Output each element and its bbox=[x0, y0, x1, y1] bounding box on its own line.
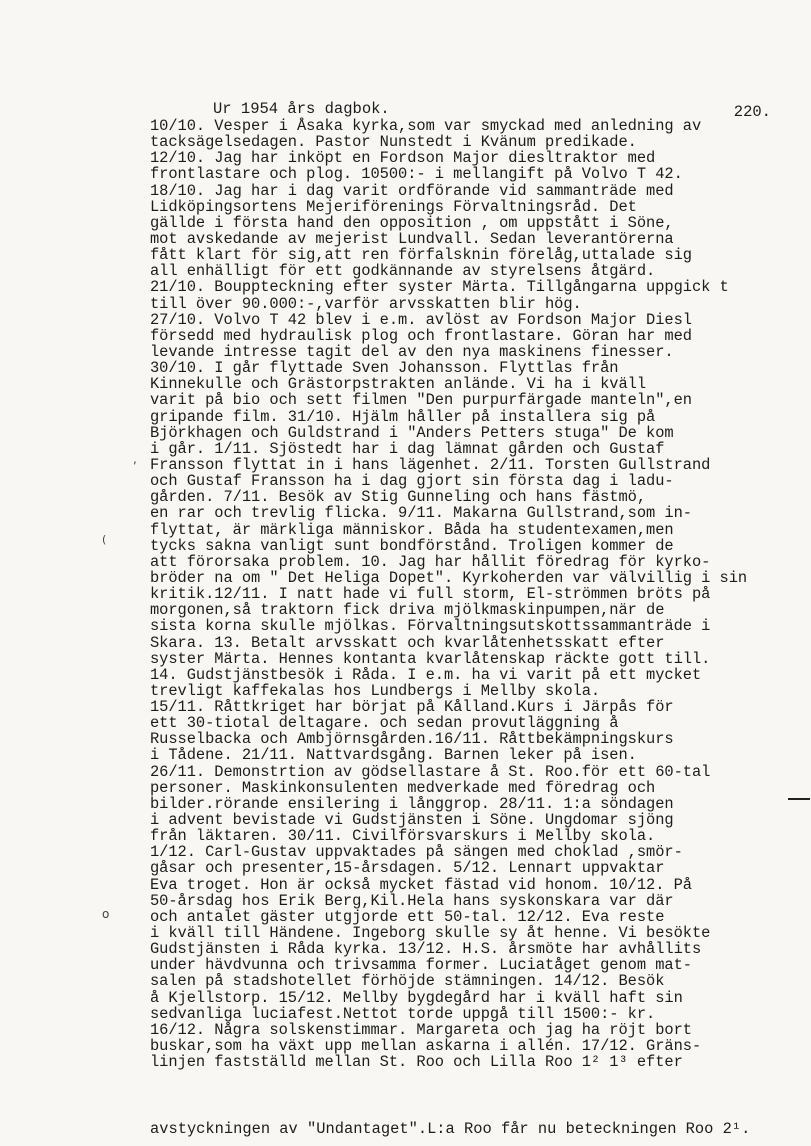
diary-line: att förorsaka problem. 10. Jag har hållit föredrag för kyrko- bbox=[150, 552, 711, 571]
diary-line: kritik.12/11. I natt hade vi full storm, El-strömmen bröts på bbox=[150, 585, 711, 604]
diary-line: mot avskedande av mejerist Lundvall. Sedan leverantörerna bbox=[150, 229, 674, 248]
diary-line: levande intresse tagit del av den nya maskinens finesser. bbox=[150, 342, 674, 361]
diary-line: sedvanliga luciafest.Nettot torde uppgå till 1500:- kr. bbox=[150, 1004, 656, 1023]
diary-line: i advent bevistade vi Gudstjänsten i Söne. Ungdomar sjöng bbox=[150, 811, 674, 830]
diary-line: gällde i första hand den opposition , om uppstått i Söne, bbox=[150, 213, 674, 232]
diary-line: Gudstjänsten i Råda kyrka. 13/12. H.S. årsmöte har avhållits bbox=[150, 940, 702, 959]
diary-line: 16/12. Några solskenstimmar. Margareta och jag ha röjt bort bbox=[150, 1020, 692, 1039]
diary-line: 18/10. Jag har i dag varit ordförande vid sammanträde med bbox=[150, 181, 674, 200]
diary-line: 26/11. Demonstrtion av gödsellastare å St. Roo.för ett 60-tal bbox=[150, 762, 711, 781]
diary-line: 10/10. Vesper i Åsaka kyrka,som var smyckad med anledning av bbox=[150, 117, 702, 135]
margin-dash bbox=[788, 798, 810, 800]
diary-line: från läktaren. 30/11. Civilförsvarskurs i Mellby skola. bbox=[150, 827, 656, 846]
diary-line: till över 90.000:-,varför arvsskatten blir hög. bbox=[150, 294, 582, 313]
diary-line: bröder na om " Det Heliga Dopet". Kyrkoherden var välvillig i sin bbox=[150, 568, 748, 587]
diary-line: försedd med hydraulisk plog och frontlastare. Göran har med bbox=[150, 326, 692, 345]
diary-line: gripande film. 31/10. Hjälm håller på installera sig på bbox=[150, 407, 656, 426]
diary-line: ett 30-tiotal deltagare. och sedan provutläggning å bbox=[150, 714, 619, 733]
diary-line: Skara. 13. Betalt arvsskatt och kvarlåtenhetsskatt efter bbox=[150, 633, 665, 652]
diary-line: och Gustaf Fransson ha i dag gjort sin första dag i ladu- bbox=[150, 472, 674, 491]
diary-line: fått klart för sig,att ren förfalsknin förelåg,uttalade sig bbox=[150, 246, 692, 265]
diary-line: personer. Maskinkonsulenten medverkade med föredrag och bbox=[150, 778, 656, 797]
diary-line: 50-årsdag hos Erik Berg,Kil.Hela hans syskonskara var där bbox=[150, 891, 674, 910]
diary-line: morgonen,så traktorn fick driva mjölkmaskinpumpen,när de bbox=[150, 601, 665, 620]
diary-line: Kinnekulle och Grästorpstrakten anlände. Vi ha i kväll bbox=[150, 375, 647, 394]
diary-line: flyttat, är märkliga människor. Båda ha studentexamen,men bbox=[150, 520, 674, 539]
diary-line: 14. Gudstjänstbesök i Råda. I e.m. ha vi varit på ett mycket bbox=[150, 665, 702, 684]
diary-line: 21/10. Bouppteckning efter syster Märta. Tillgångarna uppgick t bbox=[150, 278, 729, 297]
diary-line: sista korna skulle mjölkas. Förvaltningsutskottssammanträde i bbox=[150, 617, 711, 636]
margin-mark: ( bbox=[102, 533, 107, 546]
diary-line: under hävdvunna och trivsamma former. Luciatåget genom mat- bbox=[150, 956, 692, 975]
diary-line: 1/12. Carl-Gustav uppvaktades på sängen med choklad ,smör- bbox=[150, 843, 683, 862]
diary-line: 30/10. I går flyttade Sven Johansson. Flyttlas från bbox=[150, 359, 619, 378]
diary-line: i kväll till Händene. Ingeborg skulle sy åt henne. Vi besökte bbox=[150, 924, 711, 943]
margin-mark: o bbox=[102, 907, 110, 921]
diary-line: 12/10. Jag har inköpt en Fordson Major diesltraktor med bbox=[150, 149, 656, 168]
diary-line: all enhälligt för ett godkännande av styrelsens åtgärd. bbox=[150, 262, 656, 281]
diary-line: buskar,som ha växt upp mellan askarna i allén. 17/12. Gräns- bbox=[150, 1037, 702, 1056]
diary-line: syster Märta. Hennes kontanta kvarlåtenskap räckte gott till. bbox=[150, 649, 711, 668]
diary-line: en rar och trevlig flicka. 9/11. Makarna Gullstrand,som in- bbox=[150, 504, 692, 523]
diary-line: Russelbacka och Ambjörnsgården.16/11. Råttbekämpningskurs bbox=[150, 730, 674, 749]
diary-line: i Tådene. 21/11. Nattvardsgång. Barnen leker på isen. bbox=[150, 746, 637, 765]
diary-line: i går. 1/11. Sjöstedt har i dag lämnat gården och Gustaf bbox=[150, 439, 665, 458]
diary-text bbox=[150, 118, 800, 1070]
diary-line: Lidköpingsortens Mejeriförenings Förvaltningsråd. Det bbox=[150, 197, 637, 216]
diary-line: frontlastare och plog. 10500:- i mellangift på Volvo T 42. bbox=[150, 165, 683, 184]
diary-line: Fransson flyttat in i hans lägenhet. 2/11. Torsten Gullstrand bbox=[150, 455, 711, 474]
diary-line: och antalet gäster utgjorde ett 50-tal. 12/12. Eva reste bbox=[150, 907, 665, 926]
diary-last-line: avstyckningen av "Undantaget".L:a Roo får nu beteckningen Roo 2¹. bbox=[150, 1120, 751, 1138]
diary-line: tycks sakna vanligt sunt bondförstånd. Troligen kommer de bbox=[150, 536, 674, 555]
diary-line: Eva troget. Hon är också mycket fästad vid honom. 10/12. På bbox=[150, 875, 692, 894]
diary-line: gården. 7/11. Besök av Stig Gunneling och hans fästmö, bbox=[150, 488, 647, 507]
diary-line: å Kjellstorp. 15/12. Mellby bygdegård har i kväll haft sin bbox=[150, 988, 683, 1007]
diary-line: trevligt kaffekalas hos Lundbergs i Mellby skola. bbox=[150, 681, 601, 700]
diary-line: 27/10. Volvo T 42 blev i e.m. avlöst av Fordson Major Diesl bbox=[150, 310, 692, 329]
diary-line: 15/11. Råttkriget har börjat på Kålland.Kurs i Järpås för bbox=[150, 698, 674, 717]
margin-mark: , bbox=[133, 452, 137, 466]
diary-title: Ur 1954 års dagbok. bbox=[213, 100, 390, 118]
diary-line: bilder.rörande ensilering i långgrop. 28/11. 1:a söndagen bbox=[150, 794, 674, 813]
diary-line: linjen fastställd mellan St. Roo och Lilla Roo 1² 1³ efter bbox=[150, 1053, 683, 1072]
diary-line: tacksägelsedagen. Pastor Nunstedt i Kvänum predikade. bbox=[150, 133, 637, 152]
diary-line: gåsar och presenter,15-årsdagen. 5/12. Lennart uppvaktar bbox=[150, 859, 665, 878]
page-number: 220. bbox=[733, 103, 771, 121]
diary-line: salen på stadshotellet förhöjde stämningen. 14/12. Besök bbox=[150, 972, 665, 991]
diary-line: varit på bio och sett filmen "Den purpurfärgade manteln",en bbox=[150, 391, 692, 410]
diary-line: Björkhagen och Guldstrand i "Anders Petters stuga" De kom bbox=[150, 423, 674, 442]
